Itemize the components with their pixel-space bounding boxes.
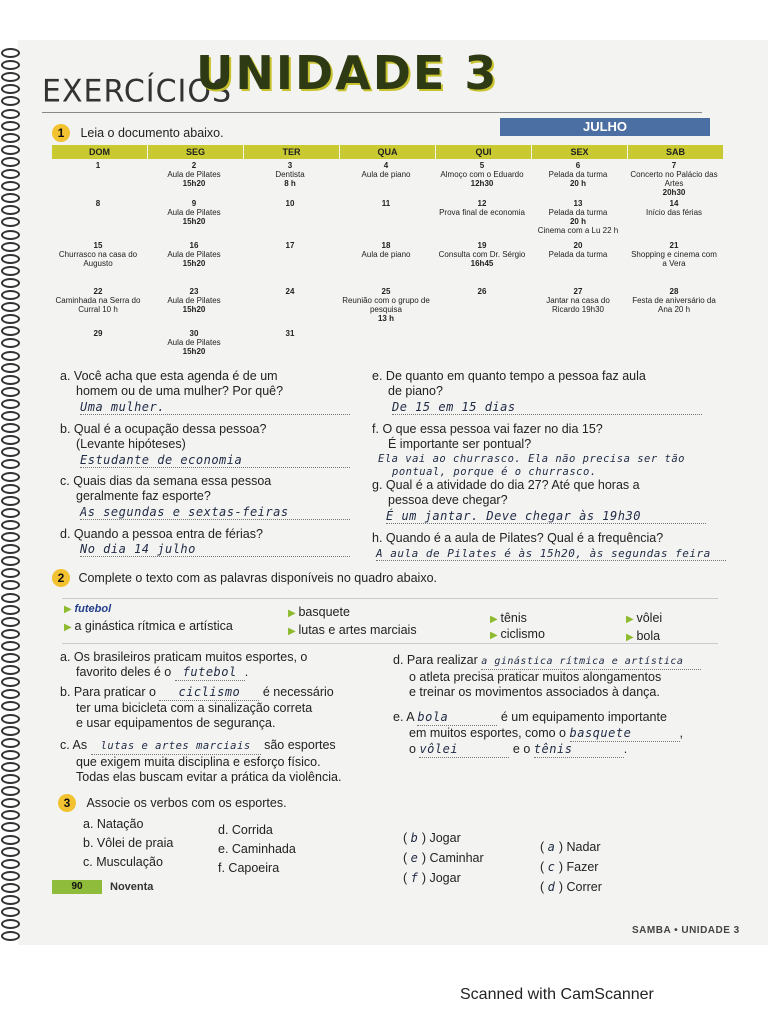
- day-number: 24: [285, 287, 295, 296]
- question-h: h. Quando é a aula de Pilates? Qual é a frequência?: [372, 531, 664, 545]
- spiral-coil: [1, 435, 20, 445]
- word-ciclismo: ▶ ciclismo: [490, 627, 545, 641]
- spiral-coil: [1, 774, 20, 784]
- spiral-coil: [1, 242, 20, 252]
- answer-f-line2: pontual, porque é o churrasco.: [392, 466, 597, 478]
- event-text: Churrasco na casa do Augusto: [58, 250, 138, 268]
- ex2-item-c: c. As lutas e artes marciais são esportes que exigem muita disciplina e esforço físico. Todas elas buscam evitar a prática da violência.: [60, 738, 342, 784]
- day-header: DOM: [52, 145, 147, 159]
- word-bola: ▶ bola: [626, 629, 661, 643]
- verbs-list-2: ( a ) Nadar ( c ) Fazer ( d ) Correr: [540, 840, 602, 894]
- ex2-answer-d: a ginástica rítmica e artística: [481, 654, 701, 670]
- event-time: 16h45: [470, 259, 494, 268]
- exercise-2-number: 2: [52, 569, 70, 587]
- spiral-coil: [1, 895, 20, 905]
- day-number: 10: [285, 199, 295, 208]
- day-number: 31: [285, 329, 295, 338]
- day-number: 28: [669, 287, 679, 296]
- spiral-coil: [1, 847, 20, 857]
- day-number: 21: [669, 241, 679, 250]
- day-number: 13: [573, 199, 583, 208]
- calendar-day-cell: [52, 329, 144, 338]
- calendar-day-cell: [148, 241, 240, 268]
- question-f: f. O que essa pessoa vai fazer no dia 15? É importante ser pontual?: [372, 422, 603, 451]
- spiral-coil: [1, 689, 20, 699]
- day-number: 20: [573, 241, 583, 250]
- event-text: Jantar na casa do Ricardo 19h30: [546, 296, 610, 314]
- day-number: 14: [669, 199, 679, 208]
- calendar-day-cell: [436, 161, 528, 188]
- day-number: 23: [189, 287, 199, 296]
- event-text: Caminhada na Serra do Curral 10 h: [55, 296, 141, 314]
- calendar-day-cell: [340, 287, 432, 323]
- day-number: 7: [671, 161, 677, 170]
- spiral-coil: [1, 363, 20, 373]
- spiral-coil: [1, 496, 20, 506]
- question-d: d. Quando a pessoa entra de férias?: [60, 527, 263, 541]
- event-time: 15h20: [182, 217, 206, 226]
- event-text: Início das férias: [645, 208, 703, 217]
- spiral-coil: [1, 411, 20, 421]
- exercise-3-number: 3: [58, 794, 76, 812]
- question-c: c. Quais dias da semana essa pessoa geralmente faz esporte?: [60, 474, 272, 503]
- event-time: 8 h: [284, 179, 296, 188]
- day-number: 1: [95, 161, 101, 170]
- spiral-coil: [1, 60, 20, 70]
- ex2-answer-b: ciclismo: [159, 685, 259, 701]
- spiral-coil: [1, 726, 20, 736]
- day-number: 27: [573, 287, 583, 296]
- calendar-day-cell: [628, 161, 720, 197]
- spiral-coil: [1, 580, 20, 590]
- answer-e: De 15 em 15 dias: [392, 400, 702, 415]
- event-time: 20h30: [662, 188, 686, 197]
- calendar-day-cell: [52, 161, 144, 170]
- verbs-list-1: ( b ) Jogar ( e ) Caminhar ( f ) Jogar: [403, 831, 484, 885]
- word-ginastica: ▶ a ginástica rítmica e artística: [64, 619, 233, 633]
- event-text: Aula de Pilates: [167, 338, 221, 347]
- spiral-coil: [1, 593, 20, 603]
- spiral-coil: [1, 484, 20, 494]
- spiral-coil: [1, 48, 20, 58]
- ex2-answer-e2: basquete: [570, 726, 680, 742]
- event-time: 15h20: [182, 347, 206, 356]
- event-text: Cinema com a Lu 22 h: [537, 226, 619, 235]
- spiral-coil: [1, 871, 20, 881]
- exercise-1-number: 1: [52, 124, 70, 142]
- calendar-day-cell: [340, 241, 432, 259]
- spiral-coil: [1, 653, 20, 663]
- calendar-day-cell: [244, 199, 336, 208]
- calendar-day-cell: [148, 329, 240, 356]
- spiral-coil: [1, 786, 20, 796]
- spiral-coil: [1, 121, 20, 131]
- calendar-day-cell: [148, 199, 240, 226]
- event-time: 13 h: [377, 314, 394, 323]
- day-number: 9: [191, 199, 197, 208]
- spiral-coil: [1, 278, 20, 288]
- day-number: 4: [383, 161, 389, 170]
- calendar-day-cell: [628, 241, 720, 268]
- calendar-day-cell: [532, 287, 624, 314]
- spiral-coil: [1, 326, 20, 336]
- question-a: a. Você acha que esta agenda é de um homem ou de uma mulher? Por quê?: [60, 369, 284, 398]
- day-header: SEG: [148, 145, 243, 159]
- ex2-answer-e1: bola: [417, 710, 497, 726]
- day-header: TER: [244, 145, 339, 159]
- spiral-binding: [0, 40, 22, 940]
- spiral-coil: [1, 205, 20, 215]
- day-number: 25: [381, 287, 391, 296]
- spiral-coil: [1, 72, 20, 82]
- event-time: 15h20: [182, 259, 206, 268]
- day-number: 17: [285, 241, 295, 250]
- spiral-coil: [1, 133, 20, 143]
- spiral-coil: [1, 835, 20, 845]
- day-number: 6: [575, 161, 581, 170]
- event-text: Pelada da turma: [548, 208, 608, 217]
- spiral-coil: [1, 883, 20, 893]
- spiral-coil: [1, 508, 20, 518]
- spiral-coil: [1, 399, 20, 409]
- calendar-day-cell: [436, 287, 528, 296]
- spiral-coil: [1, 798, 20, 808]
- spiral-coil: [1, 859, 20, 869]
- event-time: 15h20: [182, 305, 206, 314]
- spiral-coil: [1, 750, 20, 760]
- answer-h: A aula de Pilates é às 15h20, às segundas feira: [376, 547, 726, 561]
- day-number: 22: [93, 287, 103, 296]
- ex2-answer-e4: tênis: [534, 742, 624, 758]
- calendar-day-cell: [436, 199, 528, 217]
- word-box: [62, 598, 718, 644]
- event-text: Concerto no Palácio das Artes: [630, 170, 718, 188]
- spiral-coil: [1, 145, 20, 155]
- event-text: Festa de aniversário da Ana 20 h: [632, 296, 716, 314]
- spiral-coil: [1, 351, 20, 361]
- spiral-coil: [1, 375, 20, 385]
- spiral-coil: [1, 701, 20, 711]
- exercise-1-title: 1 Leia o documento abaixo.: [52, 124, 224, 142]
- event-text: Pelada da turma: [548, 250, 608, 259]
- spiral-coil: [1, 810, 20, 820]
- book-footer: SAMBA • UNIDADE 3: [632, 925, 740, 936]
- calendar-day-cell: [52, 287, 144, 314]
- ex2-answer-a: futebol: [175, 665, 245, 681]
- answer-d: No dia 14 julho: [80, 542, 350, 557]
- event-text: Shopping e cinema com a Vera: [631, 250, 717, 268]
- sports-list-1: a. Natação b. Vôlei de praia c. Musculação: [83, 817, 174, 869]
- event-time: 12h30: [470, 179, 494, 188]
- event-text: Reunião com o grupo de pesquisa: [342, 296, 430, 314]
- spiral-coil: [1, 532, 20, 542]
- event-text: Aula de Pilates: [167, 250, 221, 259]
- spiral-coil: [1, 217, 20, 227]
- spiral-coil: [1, 629, 20, 639]
- spiral-coil: [1, 677, 20, 687]
- ex2-item-a: a. Os brasileiros praticam muitos esportes, o favorito deles é o futebol .: [60, 650, 308, 679]
- spiral-coil: [1, 96, 20, 106]
- question-e: e. De quanto em quanto tempo a pessoa faz aula de piano?: [372, 369, 646, 398]
- spiral-coil: [1, 762, 20, 772]
- spiral-coil: [1, 931, 20, 941]
- calendar-day-cell: [148, 161, 240, 188]
- calendar-day-cell: [628, 199, 720, 217]
- calendar-day-cell: [148, 287, 240, 314]
- header-rule: [42, 112, 702, 113]
- day-number: 18: [381, 241, 391, 250]
- word-basquete: ▶ basquete: [288, 605, 350, 619]
- spiral-coil: [1, 544, 20, 554]
- unidade-heading: UNIDADE 3: [196, 46, 499, 100]
- day-number: 15: [93, 241, 103, 250]
- spiral-coil: [1, 605, 20, 615]
- event-text: Dentista: [275, 170, 305, 179]
- calendar-day-cell: [628, 287, 720, 314]
- calendar-day-cell: [244, 287, 336, 296]
- question-g: g. Qual é a atividade do dia 27? Até que horas a pessoa deve chegar?: [372, 478, 640, 507]
- spiral-coil: [1, 617, 20, 627]
- spiral-coil: [1, 387, 20, 397]
- spiral-coil: [1, 84, 20, 94]
- spiral-coil: [1, 641, 20, 651]
- event-text: Almoço com o Eduardo: [440, 170, 524, 179]
- ex2-answer-c: lutas e artes marciais: [91, 739, 261, 755]
- day-number: 26: [477, 287, 487, 296]
- calendar-day-cell: [52, 199, 144, 208]
- word-futebol: ▶ futebol: [64, 603, 112, 615]
- event-text: Aula de piano: [361, 170, 411, 179]
- event-text: Consulta com Dr. Sérgio: [438, 250, 526, 259]
- spiral-coil: [1, 822, 20, 832]
- ex2-item-b: b. Para praticar o ciclismo é necessário ter uma bicicleta com a sinalização correta e usar equipamentos de segurança.: [60, 685, 334, 730]
- day-number: 8: [95, 199, 101, 208]
- page-number: 90: [52, 880, 102, 894]
- calendar-day-cell: [244, 329, 336, 338]
- spiral-coil: [1, 290, 20, 300]
- spiral-coil: [1, 423, 20, 433]
- spiral-coil: [1, 193, 20, 203]
- word-volei: ▶ vôlei: [626, 611, 663, 625]
- spiral-coil: [1, 447, 20, 457]
- event-text: Aula de Pilates: [167, 296, 221, 305]
- exercicios-heading: EXERCÍCIOS: [42, 73, 233, 110]
- spiral-coil: [1, 254, 20, 264]
- event-text: Aula de Pilates: [167, 208, 221, 217]
- spiral-coil: [1, 169, 20, 179]
- calendar-day-cell: [340, 161, 432, 179]
- ex2-answer-e3: vôlei: [419, 742, 509, 758]
- event-text: Pelada da turma: [548, 170, 608, 179]
- event-text: Aula de piano: [361, 250, 411, 259]
- question-b: b. Qual é a ocupação dessa pessoa? (Levante hipóteses): [60, 422, 267, 451]
- word-tenis: ▶ tênis: [490, 611, 527, 625]
- month-banner: JULHO: [500, 118, 710, 136]
- camscanner-watermark: Scanned with CamScanner: [460, 986, 654, 1003]
- spiral-coil: [1, 919, 20, 929]
- calendar-day-cell: [532, 199, 624, 235]
- spiral-coil: [1, 109, 20, 119]
- spiral-coil: [1, 520, 20, 530]
- day-number: 30: [189, 329, 199, 338]
- calendar-day-cell: [340, 199, 432, 208]
- day-header: SAB: [628, 145, 723, 159]
- calendar-day-cell: [436, 241, 528, 268]
- day-header: SEX: [532, 145, 627, 159]
- event-text: Prova final de economia: [439, 208, 525, 217]
- exercise-2-title: 2 Complete o texto com as palavras disponíveis no quadro abaixo.: [52, 569, 437, 587]
- word-lutas: ▶ lutas e artes marciais: [288, 623, 417, 637]
- day-number: 16: [189, 241, 199, 250]
- day-number: 5: [479, 161, 485, 170]
- day-number: 3: [287, 161, 293, 170]
- spiral-coil: [1, 665, 20, 675]
- day-number: 29: [93, 329, 103, 338]
- spiral-coil: [1, 266, 20, 276]
- ex2-item-d: d. Para realizar a ginástica rítmica e artística o atleta precisa praticar muitos alongamentos e treinar os movimentos associados à dança.: [393, 653, 738, 700]
- page-word: Noventa: [110, 881, 154, 893]
- spiral-coil: [1, 714, 20, 724]
- spiral-coil: [1, 472, 20, 482]
- spiral-coil: [1, 738, 20, 748]
- calendar-day-cell: [244, 161, 336, 188]
- event-time: 20 h: [569, 179, 586, 188]
- calendar-day-cell: [532, 241, 624, 259]
- spiral-coil: [1, 338, 20, 348]
- event-time: 15h20: [182, 179, 206, 188]
- day-number: 11: [381, 199, 391, 208]
- sports-list-2: d. Corrida e. Caminhada f. Capoeira: [218, 823, 296, 875]
- spiral-coil: [1, 230, 20, 240]
- day-header: QUA: [340, 145, 435, 159]
- spiral-coil: [1, 907, 20, 917]
- calendar-day-cell: [532, 161, 624, 188]
- answer-b: Estudante de economia: [80, 453, 350, 468]
- answer-c: As segundas e sextas-feiras: [80, 505, 350, 520]
- spiral-coil: [1, 314, 20, 324]
- agenda-calendar: [52, 145, 720, 365]
- day-header: QUI: [436, 145, 531, 159]
- ex2-item-e: e. A bola é um equipamento importante em muitos esportes, como o basquete , o vôlei e o tênis .: [393, 710, 683, 756]
- spiral-coil: [1, 459, 20, 469]
- answer-a: Uma mulher.: [80, 400, 350, 415]
- spiral-coil: [1, 157, 20, 167]
- exercise-3-title: 3 Associe os verbos com os esportes.: [58, 794, 287, 812]
- spiral-coil: [1, 568, 20, 578]
- spiral-coil: [1, 556, 20, 566]
- calendar-day-cell: [52, 241, 144, 268]
- event-text: Aula de Pilates: [167, 170, 221, 179]
- day-number: 2: [191, 161, 197, 170]
- spiral-coil: [1, 302, 20, 312]
- day-number: 19: [477, 241, 487, 250]
- answer-g: É um jantar. Deve chegar às 19h30: [386, 509, 706, 524]
- answer-f-line1: Ela vai ao churrasco. Ela não precisa ser tão: [378, 453, 685, 465]
- spiral-coil: [1, 181, 20, 191]
- event-time: 20 h: [569, 217, 586, 226]
- day-number: 12: [477, 199, 487, 208]
- calendar-day-cell: [244, 241, 336, 250]
